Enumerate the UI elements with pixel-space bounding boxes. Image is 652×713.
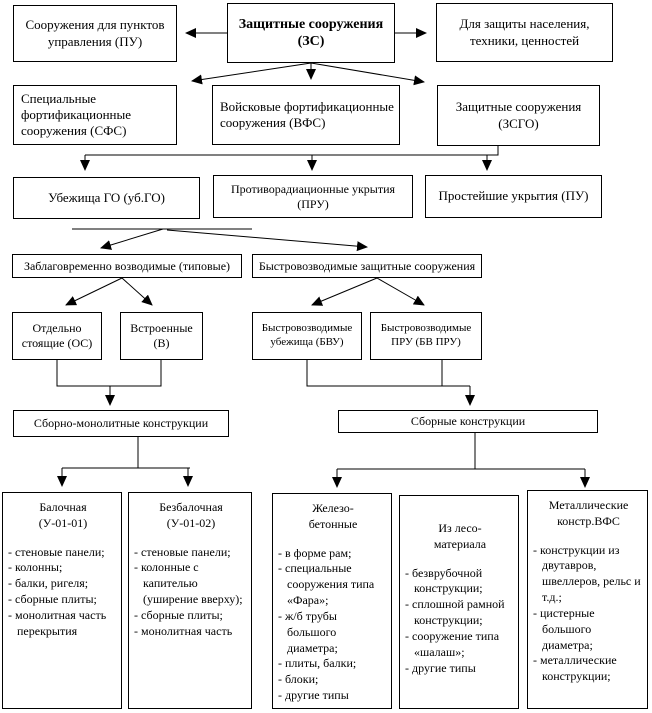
- leaf-title: Балочная (У-01-01): [38, 500, 88, 530]
- list-item: - колонные с капителью (уширение вверху);: [134, 560, 243, 607]
- leaf-title: Металлические констр.ВФС: [548, 498, 629, 528]
- leaf-list: [533, 543, 644, 685]
- node-bvu: Быстровозводимые убежища (БВУ): [252, 312, 362, 360]
- list-item: - безврубочной конструкции;: [405, 565, 483, 596]
- list-item: - монолитная часть: [134, 623, 233, 638]
- node-sborno-monolitnye: Сборно-монолитные конструкции: [13, 410, 229, 437]
- node-zhelezobetonnye: [272, 493, 392, 709]
- list-item: - цистерные большого диаметра;: [533, 605, 595, 652]
- node-root-title: Защитные сооружения (ЗС): [227, 3, 395, 63]
- node-bv-pru: Быстровозводимые ПРУ (БВ ПРУ): [370, 312, 482, 360]
- node-zsgo: Защитные сооружения (ЗСГО): [437, 85, 600, 146]
- leaf-title: Безбалочная (У-01-02): [159, 500, 223, 530]
- node-bezbalochnaya: [128, 492, 252, 709]
- node-bystrovozvodimye: Быстровозводимые защитные сооружения: [252, 254, 482, 278]
- node-metallicheskie: [527, 490, 648, 709]
- list-item: - сборные плиты;: [8, 592, 97, 607]
- node-vstroennye: Встроенные (В): [120, 312, 203, 360]
- node-sbornye: Сборные конструкции: [338, 410, 598, 433]
- leaf-list: [8, 545, 118, 640]
- list-item: - монолитная часть перекрытия: [8, 607, 107, 638]
- leaf-list: [134, 545, 248, 640]
- list-item: - стеновые панели;: [8, 544, 105, 559]
- node-control-points: Сооружения для пунктов управления (ПУ): [13, 5, 177, 62]
- list-item: - плиты, балки;: [278, 656, 357, 671]
- list-item: - сборные плиты;: [134, 607, 223, 622]
- list-item: - другие типы: [405, 660, 476, 675]
- node-iz-lesomateriala: [399, 495, 519, 709]
- node-protect-targets: Для защиты населения, техники, ценностей: [436, 3, 613, 62]
- list-item: - ж/б трубы большого диаметра;: [278, 608, 338, 655]
- leaf-list: [405, 566, 515, 677]
- node-sfs: Специальные фортификационные сооружения (СФС): [13, 85, 177, 145]
- list-item: - конструкции из двутавров, швеллеров, рельс и т.д.;: [533, 542, 641, 605]
- node-vfs: Войсковые фортификационные сооружения (ВФС): [212, 85, 400, 145]
- list-item: - стеновые панели;: [134, 544, 231, 559]
- node-pru: Противорадиационные укрытия (ПРУ): [213, 175, 413, 218]
- node-zablagovremenno: Заблаговременно возводимые (типовые): [12, 254, 242, 278]
- list-item: - сплошной рамной конструкции;: [405, 597, 505, 628]
- leaf-title: Из лесо- материала: [433, 521, 487, 551]
- node-ub-go: Убежища ГО (уб.ГО): [13, 177, 200, 219]
- list-item: - металлические конструкции;: [533, 653, 617, 684]
- leaf-title: Железо- бетонные: [308, 501, 358, 531]
- list-item: - сооружение типа «шалаш»;: [405, 628, 500, 659]
- list-item: - специальные сооружения типа «Фара»;: [278, 561, 375, 608]
- node-balochnaya: [2, 492, 122, 709]
- list-item: - колонны;: [8, 560, 63, 575]
- node-otdelno-stoyashchie: Отдельно стоящие (ОС): [12, 312, 102, 360]
- list-item: - балки, ригеля;: [8, 576, 89, 591]
- leaf-list: [278, 546, 388, 704]
- node-prostejshie: Простейшие укрытия (ПУ): [425, 175, 602, 218]
- list-item: - другие типы: [278, 688, 349, 703]
- list-item: - блоки;: [278, 672, 319, 687]
- list-item: - в форме рам;: [278, 545, 352, 560]
